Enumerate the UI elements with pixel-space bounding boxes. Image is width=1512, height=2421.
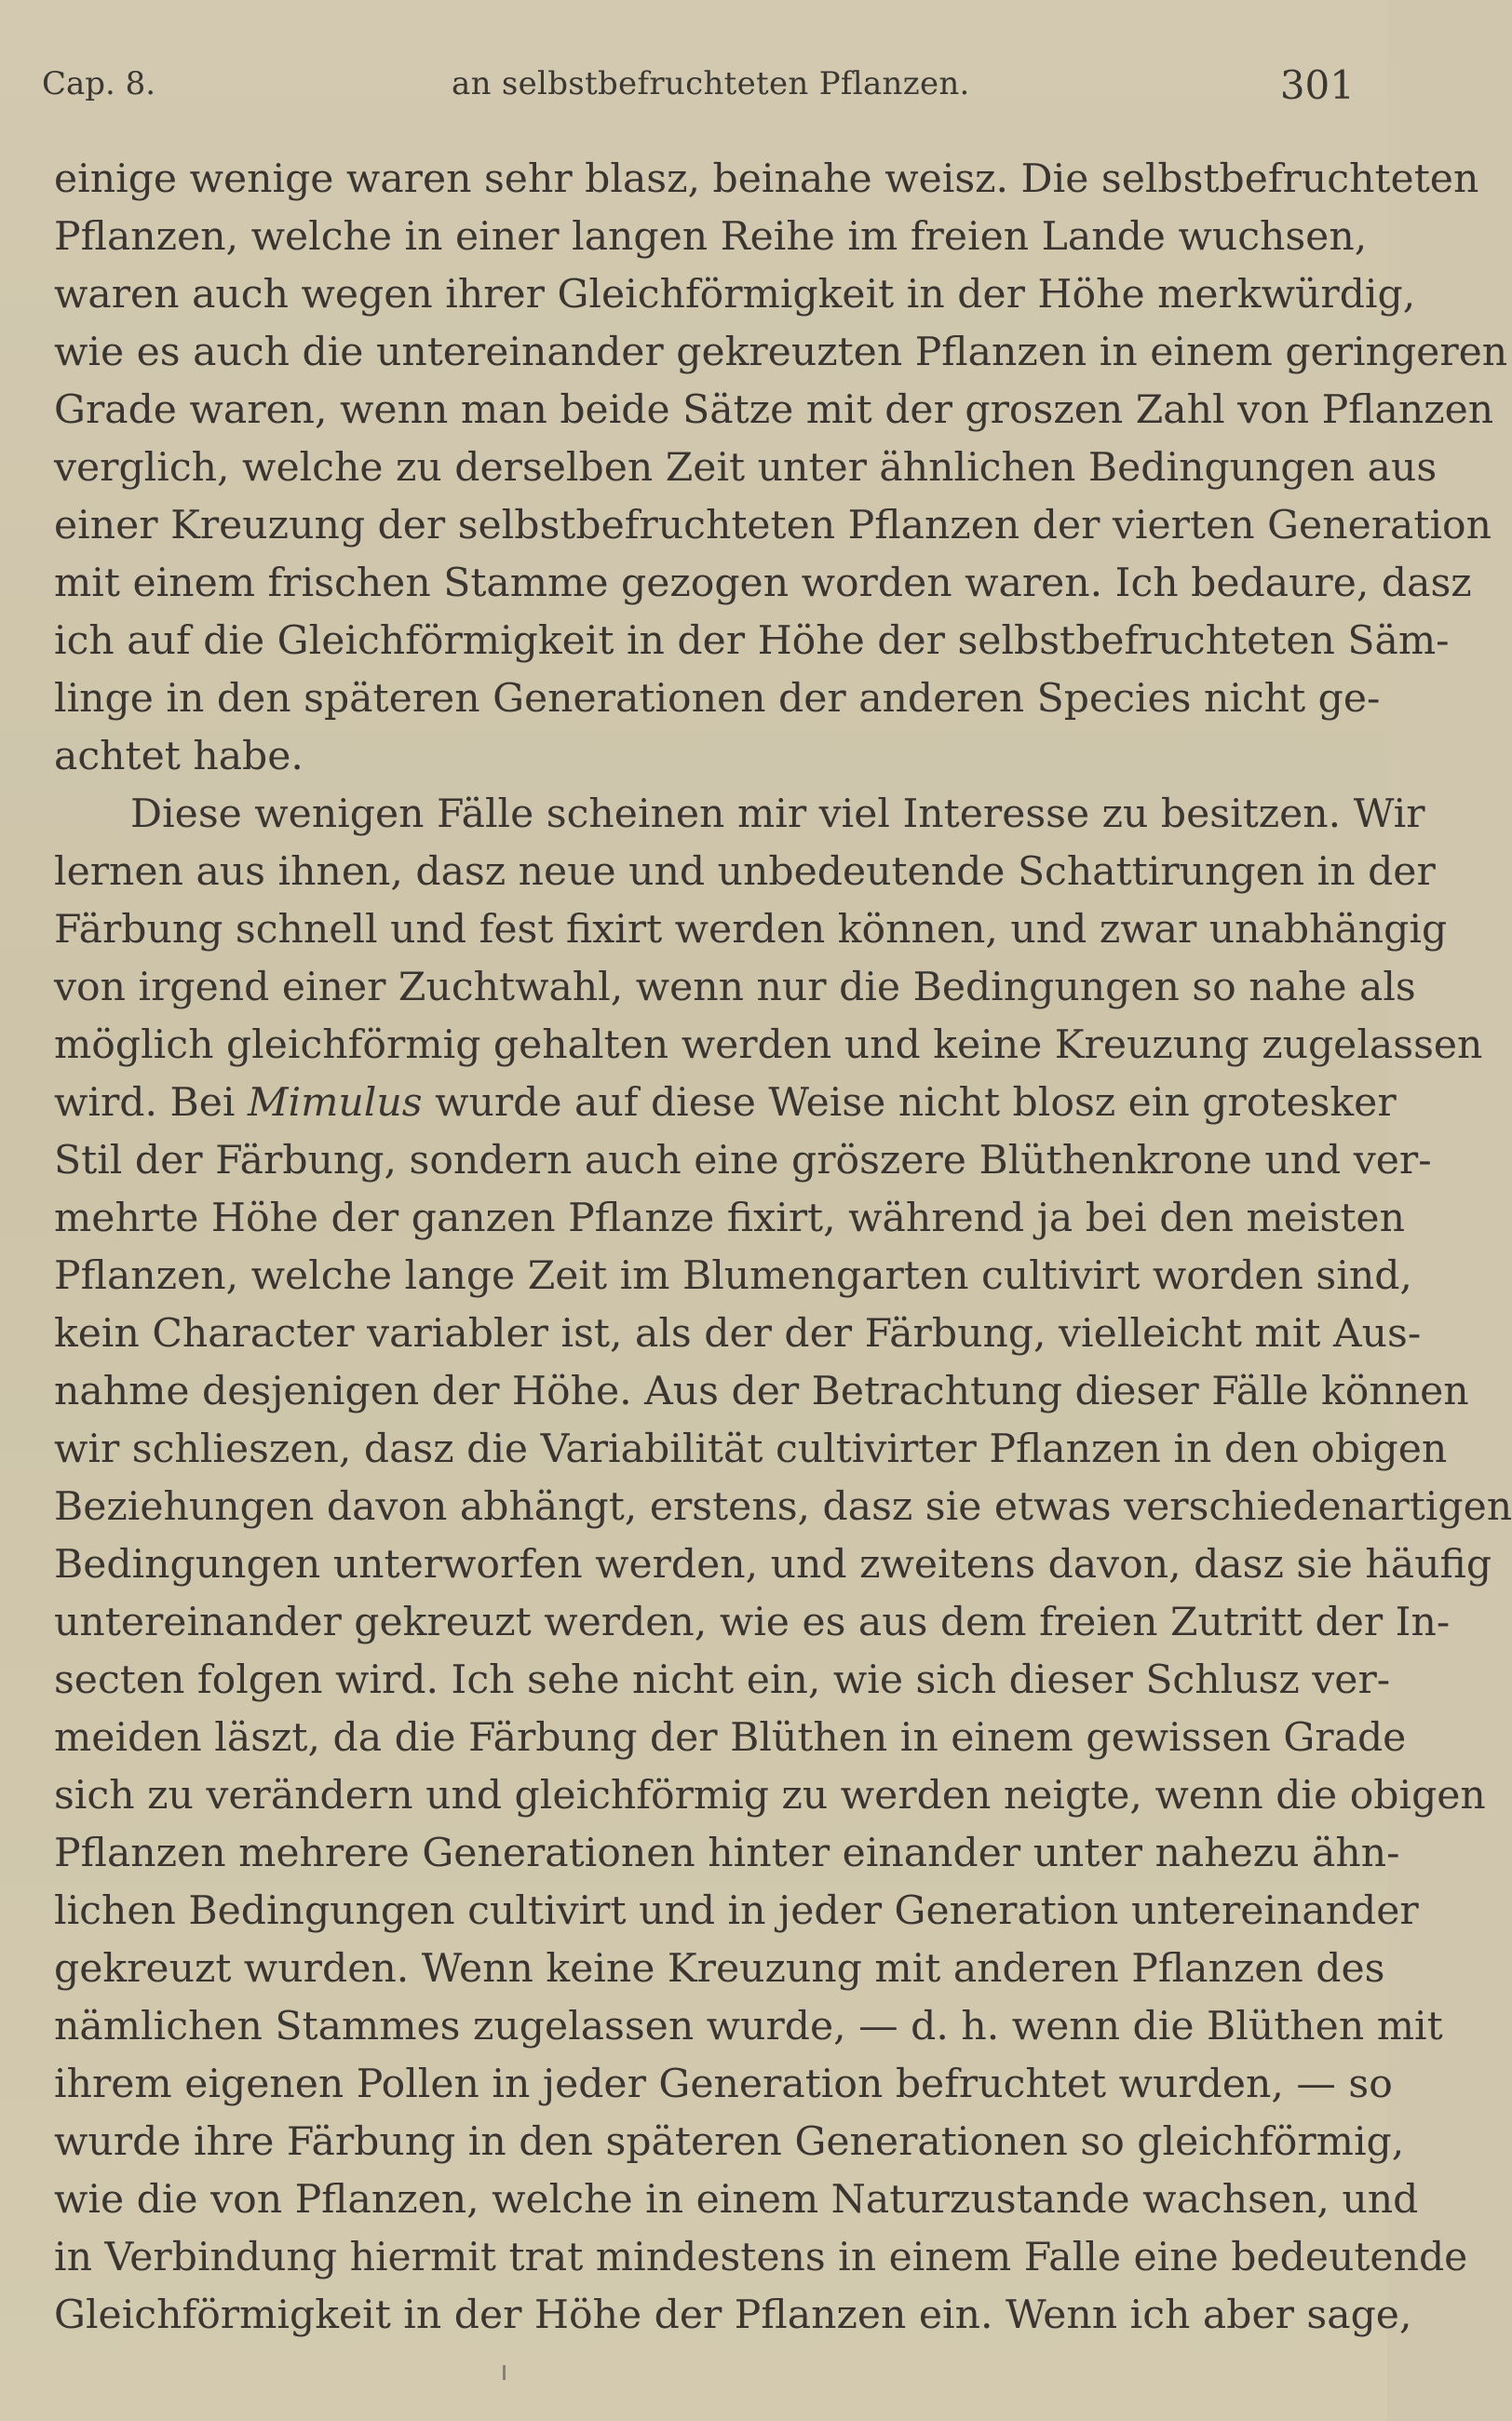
text-line: nahme desjenigen der Höhe. Aus der Betrachtung dieser Fälle können xyxy=(54,1369,1469,1414)
text-line: kein Character variabler ist, als der der Färbung, vielleicht mit Aus- xyxy=(54,1311,1422,1357)
text-line: sich zu verändern und gleichförmig zu werden neigte, wenn die obigen xyxy=(54,1773,1486,1819)
text-line: wurde ihre Färbung in den späteren Generationen so gleichförmig, xyxy=(54,2119,1405,2165)
text-line: Diese wenigen Fälle scheinen mir viel Interesse zu besitzen. Wir xyxy=(130,791,1425,837)
text-line: verglich, welche zu derselben Zeit unter ähnlichen Bedingungen aus xyxy=(54,445,1438,491)
text-line: Pflanzen mehrere Generationen hinter einander unter nahezu ähn- xyxy=(54,1831,1400,1876)
text-line: untereinander gekreuzt werden, wie es aus dem freien Zutritt der In- xyxy=(54,1600,1451,1645)
text-line: Färbung schnell und fest fixirt werden können, und zwar unabhängig xyxy=(54,907,1448,953)
text-line: nämlichen Stammes zugelassen wurde, — d. h. wenn die Blüthen mit xyxy=(54,2004,1443,2049)
text-line: meiden läszt, da die Färbung der Blüthen in einem gewissen Grade xyxy=(54,1715,1407,1761)
text-line: achtet habe. xyxy=(54,734,304,779)
text-line: wie die von Pflanzen, welche in einem Naturzustande wachsen, und xyxy=(54,2177,1419,2223)
paragraph-1 xyxy=(54,151,1508,786)
text-line: Gleichförmigkeit in der Höhe der Pflanzen ein. Wenn ich aber sage, xyxy=(54,2293,1412,2338)
text-line: waren auch wegen ihrer Gleichförmigkeit in der Höhe merkwürdig, xyxy=(54,272,1416,318)
text-line: Beziehungen davon abhängt, erstens, dasz sie etwas verschiedenartigen xyxy=(54,1484,1512,1530)
chapter-label: Cap. 8. xyxy=(42,65,156,102)
text-line: secten folgen wird. Ich sehe nicht ein, wie sich dieser Schlusz ver- xyxy=(54,1657,1391,1703)
text-line: Pflanzen, welche lange Zeit im Blumengarten cultivirt worden sind, xyxy=(54,1253,1412,1299)
text-line-with-italic xyxy=(54,1075,1397,1132)
running-title: an selbstbefruchteten Pflanzen. xyxy=(452,65,970,102)
page-number: 301 xyxy=(1279,62,1355,108)
text-line: Bedingungen unterworfen werden, und zweitens davon, dasz sie häufig xyxy=(54,1542,1492,1588)
text-line: möglich gleichförmig gehalten werden und keine Kreuzung zugelassen xyxy=(54,1022,1483,1068)
text-line: ich auf die Gleichförmigkeit in der Höhe der selbstbefruchteten Säm- xyxy=(54,618,1450,664)
body-text xyxy=(54,151,1512,2345)
text-line: einige wenige waren sehr blasz, beinahe weisz. Die selbstbefruchteten xyxy=(54,156,1479,202)
text-line: lernen aus ihnen, dasz neue und unbedeutende Schattirungen in der xyxy=(54,849,1436,895)
text-line: Grade waren, wenn man beide Sätze mit der groszen Zahl von Pflanzen xyxy=(54,387,1494,433)
italic-genus-name: Mimulus xyxy=(248,1080,423,1126)
text-line: wir schlieszen, dasz die Variabilität cultivirter Pflanzen in den obigen xyxy=(54,1427,1448,1472)
paragraph-2 xyxy=(54,786,1512,2345)
text-line: gekreuzt wurden. Wenn keine Kreuzung mit anderen Pflanzen des xyxy=(54,1946,1385,1992)
text-line: lichen Bedingungen cultivirt und in jeder Generation untereinander xyxy=(54,1888,1419,1934)
text-line: linge in den späteren Generationen der anderen Species nicht ge- xyxy=(54,676,1381,722)
text-line: einer Kreuzung der selbstbefruchteten Pflanzen der vierten Generation xyxy=(54,503,1492,548)
text-line: wie es auch die untereinander gekreuzten Pflanzen in einem geringeren xyxy=(54,330,1508,375)
text-line: ihrem eigenen Pollen in jeder Generation befruchtet wurden, — so xyxy=(54,2062,1393,2107)
text-line: mit einem frischen Stamme gezogen worden waren. Ich bedaure, dasz xyxy=(54,561,1472,606)
line-text-before: wird. Bei xyxy=(54,1080,236,1126)
text-line: Stil der Färbung, sondern auch eine gröszere Blüthenkrone und ver- xyxy=(54,1138,1432,1183)
print-speck xyxy=(503,2365,506,2380)
text-line: in Verbindung hiermit trat mindestens in einem Falle eine bedeutende xyxy=(54,2235,1468,2280)
text-line: mehrte Höhe der ganzen Pflanze fixirt, während ja bei den meisten xyxy=(54,1196,1405,1241)
line-text-after: wurde auf diese Weise nicht blosz ein grotesker xyxy=(435,1080,1397,1126)
text-line: Pflanzen, welche in einer langen Reihe im freien Lande wuchsen, xyxy=(54,214,1368,260)
running-head xyxy=(42,62,1355,112)
text-line: von irgend einer Zuchtwahl, wenn nur die Bedingungen so nahe als xyxy=(54,965,1416,1010)
